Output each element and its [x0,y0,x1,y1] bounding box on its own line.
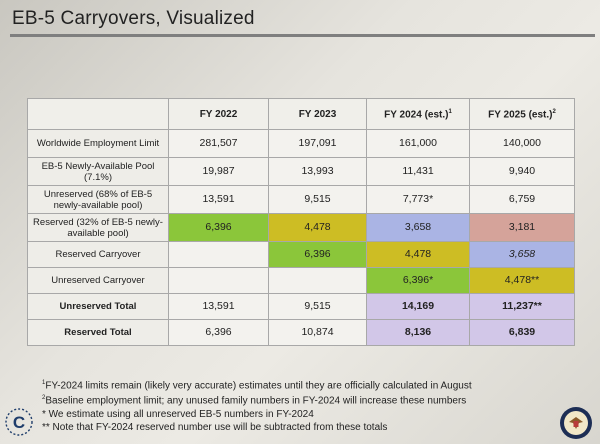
cell-fy2023: 6,396 [269,242,367,268]
header-corner [28,99,169,130]
cell-fy2022: 6,396 [169,320,269,346]
cell-fy2024: 7,773* [367,186,470,214]
cell-fy2025: 6,839 [470,320,575,346]
cell-fy2025: 9,940 [470,158,575,186]
table-header-row [28,99,575,130]
cell-fy2022: 13,591 [169,186,269,214]
cell-fy2025: 140,000 [470,130,575,158]
svg-text:C: C [12,413,26,432]
cell-fy2023: 9,515 [269,294,367,320]
cell-fy2024: 8,136 [367,320,470,346]
cell-fy2024: 161,000 [367,130,470,158]
table-row [28,320,575,346]
cell-fy2025: 3,181 [470,214,575,242]
table-row [28,130,575,158]
title-divider [10,34,595,37]
cell-fy2022 [169,268,269,294]
table-row [28,294,575,320]
carryover-table [27,98,575,346]
cell-fy2024: 14,169 [367,294,470,320]
cell-fy2024: 3,658 [367,214,470,242]
footnotes [42,377,472,434]
table-row [28,242,575,268]
header-fy2024: FY 2024 $(est.)^1$ [367,99,470,130]
cell-fy2023: 197,091 [269,130,367,158]
cell-fy2025: 6,759 [470,186,575,214]
cell-fy2024: 6,396* [367,268,470,294]
header-fy2025: FY 2025 $(est.)^2$ [470,99,575,130]
cell-fy2025: 11,237** [470,294,575,320]
c-logo-icon [4,406,34,438]
table-row [28,158,575,186]
row-label: Unreserved Carryover [28,268,169,294]
footnote-3: * We estimate using all unreserved EB-5 numbers in FY-2024 [42,408,314,420]
footnote-1: $^1$FY-2024 limits remain (likely very accurate) estimates until they are officially calculated in August [42,380,472,392]
table-row [28,268,575,294]
cell-fy2024: 4,478 [367,242,470,268]
footnote-2: $^2$Baseline employment limit; any unused family numbers in FY-2024 will increase these numbers [42,395,467,407]
row-label: EB-5 Newly-Available Pool (7.1%) [28,158,169,186]
row-label: Unreserved Total [28,294,169,320]
cell-fy2022: 281,507 [169,130,269,158]
slide-title: EB-5 Carryovers, Visualized [12,8,255,29]
cell-fy2022: 13,591 [169,294,269,320]
cell-fy2022 [169,242,269,268]
cell-fy2023: 13,993 [269,158,367,186]
table-row [28,214,575,242]
cell-fy2022: 19,987 [169,158,269,186]
header-fy2023: FY 2023 [269,99,367,130]
footnote-4: ** Note that FY-2024 reserved number use will be subtracted from these totals [42,421,388,433]
header-fy2022: FY 2022 [169,99,269,130]
row-label: Worldwide Employment Limit [28,130,169,158]
row-label: Unreserved (68% of EB-5 newly-available pool) [28,186,169,214]
cell-fy2023: 9,515 [269,186,367,214]
cell-fy2024: 11,431 [367,158,470,186]
row-label: Reserved Total [28,320,169,346]
cell-fy2022: 6,396 [169,214,269,242]
row-label: Reserved Carryover [28,242,169,268]
cell-fy2023: 4,478 [269,214,367,242]
cell-fy2025: 3,658 [470,242,575,268]
cell-fy2023: 10,874 [269,320,367,346]
table-row [28,186,575,214]
cell-fy2023 [269,268,367,294]
cell-fy2025: 4,478** [470,268,575,294]
state-department-seal-icon [559,406,593,440]
row-label: Reserved (32% of EB-5 newly-available pool) [28,214,169,242]
